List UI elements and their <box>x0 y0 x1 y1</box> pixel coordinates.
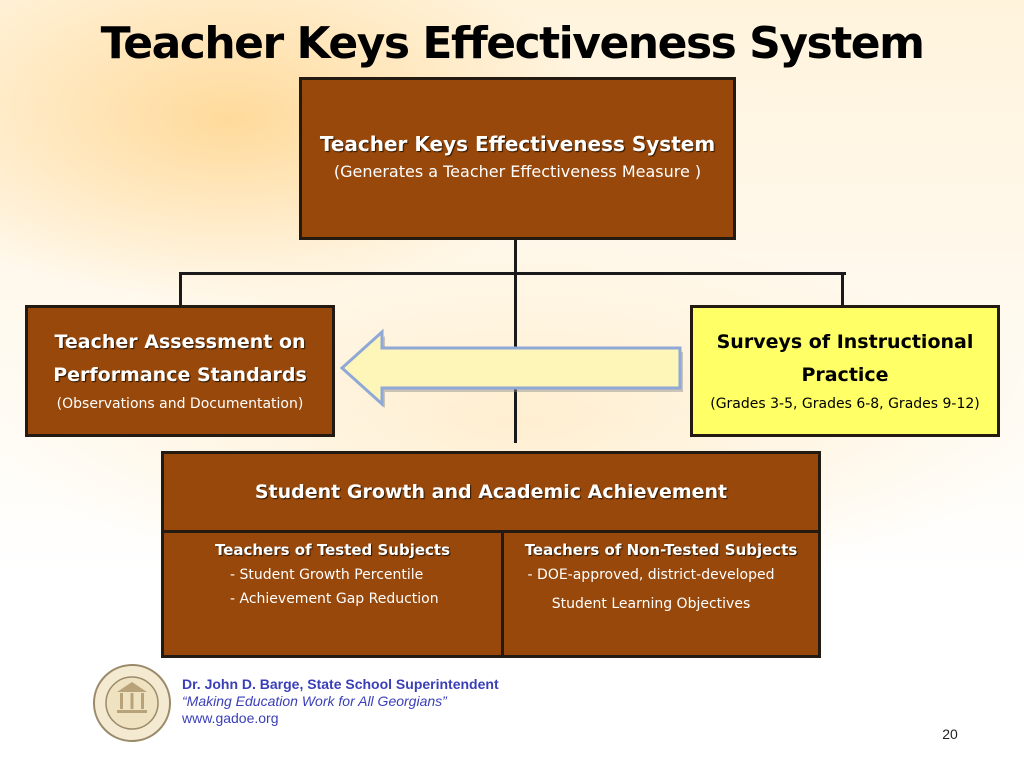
right-box-heading-line2: Practice <box>801 364 889 386</box>
left-arrow-icon <box>336 328 686 408</box>
top-box-subtitle: (Generates a Teacher Effectiveness Measure ) <box>333 162 702 181</box>
connector-right-drop <box>841 272 844 306</box>
left-box-assessment <box>25 305 335 437</box>
slide-title: Teacher Keys Effectiveness System <box>100 18 924 69</box>
bottom-box-heading: Student Growth and Academic Achievement <box>164 454 818 533</box>
right-box-subtitle: (Grades 3-5, Grades 6-8, Grades 9-12) <box>710 396 980 412</box>
left-box-heading-line2: Performance Standards <box>53 364 307 386</box>
bottom-box-student-growth <box>161 451 821 658</box>
top-box-effectiveness-system <box>299 77 736 240</box>
non-tested-item: Student Learning Objectives <box>551 596 751 612</box>
non-tested-subjects-column <box>504 533 818 658</box>
left-box-subtitle: (Observations and Documentation) <box>56 396 304 412</box>
non-tested-item: - DOE-approved, district-developed <box>527 567 775 583</box>
tested-item: - Student Growth Percentile <box>230 567 424 583</box>
tested-subjects-column <box>164 533 504 658</box>
footer-text <box>182 676 499 727</box>
tested-item: - Achievement Gap Reduction <box>230 591 439 607</box>
tested-subjects-heading: Teachers of Tested Subjects <box>214 541 451 559</box>
right-box-surveys <box>690 305 1000 437</box>
footer-url[interactable]: www.gadoe.org <box>182 710 279 726</box>
connector-left-drop <box>179 272 182 306</box>
connector-horizontal <box>179 272 846 275</box>
top-box-heading: Teacher Keys Effectiveness System <box>319 132 716 156</box>
right-box-heading-line1: Surveys of Instructional <box>716 331 974 353</box>
department-seal-icon <box>92 660 172 746</box>
footer-slogan: “Making Education Work for All Georgians” <box>182 693 447 709</box>
page-number: 20 <box>942 726 958 742</box>
left-box-heading-line1: Teacher Assessment on <box>54 331 306 353</box>
footer-superintendent: Dr. John D. Barge, State School Superintendent <box>182 676 499 692</box>
non-tested-subjects-heading: Teachers of Non-Tested Subjects <box>524 541 798 559</box>
